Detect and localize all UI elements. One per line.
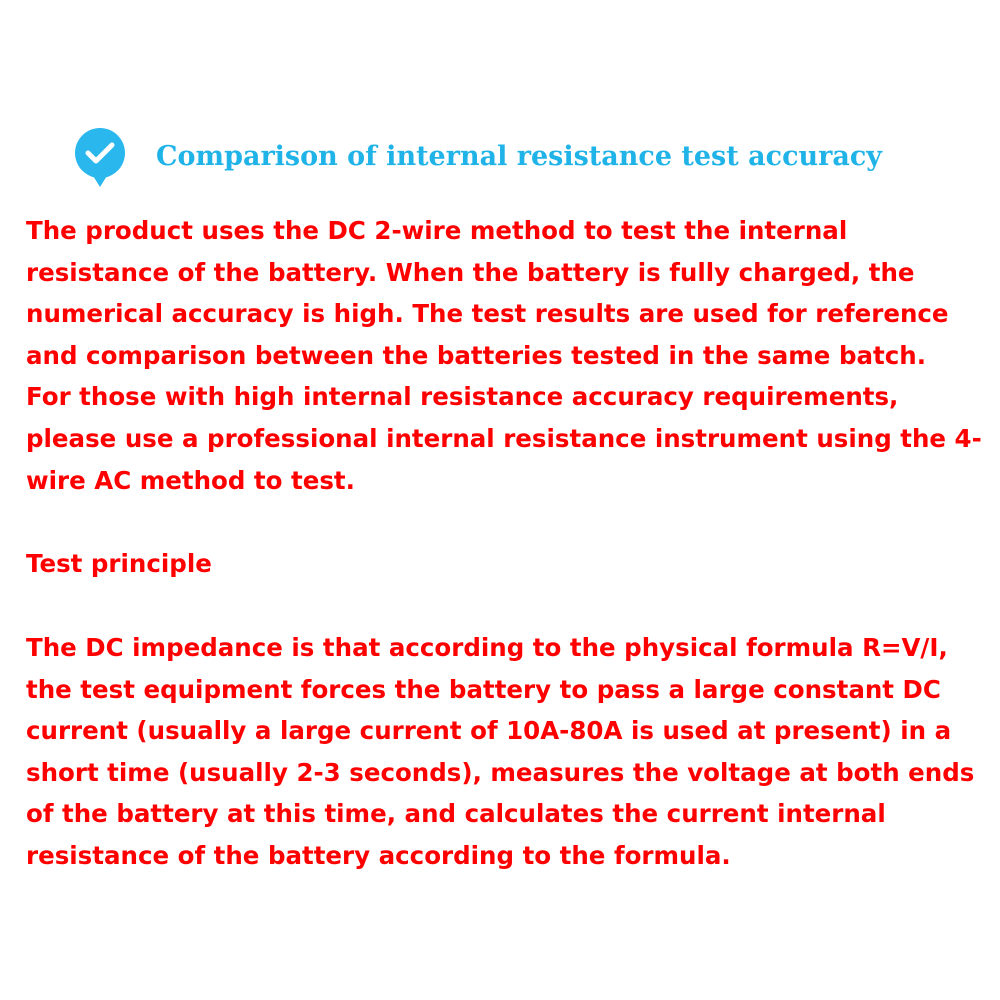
page-title: Comparison of internal resistance test accuracy (156, 140, 882, 172)
intro-line: and comparison between the batteries tested in the same batch. (26, 340, 927, 370)
principle-line: of the battery at this time, and calculates the current internal (26, 799, 886, 829)
section-title (26, 543, 978, 585)
intro-line: please use a professional internal resistance instrument using the 4- (26, 423, 982, 453)
principle-line: current (usually a large current of 10A-80A is used at present) in a (26, 716, 952, 746)
section-title-text: Test principle (26, 549, 212, 578)
principle-paragraph (26, 627, 978, 877)
intro-line: The product uses the DC 2-wire method to test the internal (26, 216, 848, 245)
principle-line: short time (usually 2-3 seconds), measures the voltage at both ends (26, 757, 975, 787)
principle-line: the test equipment forces the battery to pass a large constant DC (26, 674, 941, 704)
principle-line: resistance of the battery according to the formula. (26, 840, 731, 870)
section-header (74, 126, 882, 190)
intro-paragraph (26, 210, 982, 501)
intro-line: resistance of the battery. When the battery is fully charged, the (26, 257, 915, 287)
intro-line: For those with high internal resistance accuracy requirements, (26, 382, 899, 412)
check-badge-icon (74, 127, 126, 189)
intro-line: wire AC method to test. (26, 465, 355, 495)
intro-line: numerical accuracy is high. The test results are used for reference (26, 299, 949, 329)
principle-line: The DC impedance is that according to the physical formula R=V/I, (26, 633, 948, 662)
